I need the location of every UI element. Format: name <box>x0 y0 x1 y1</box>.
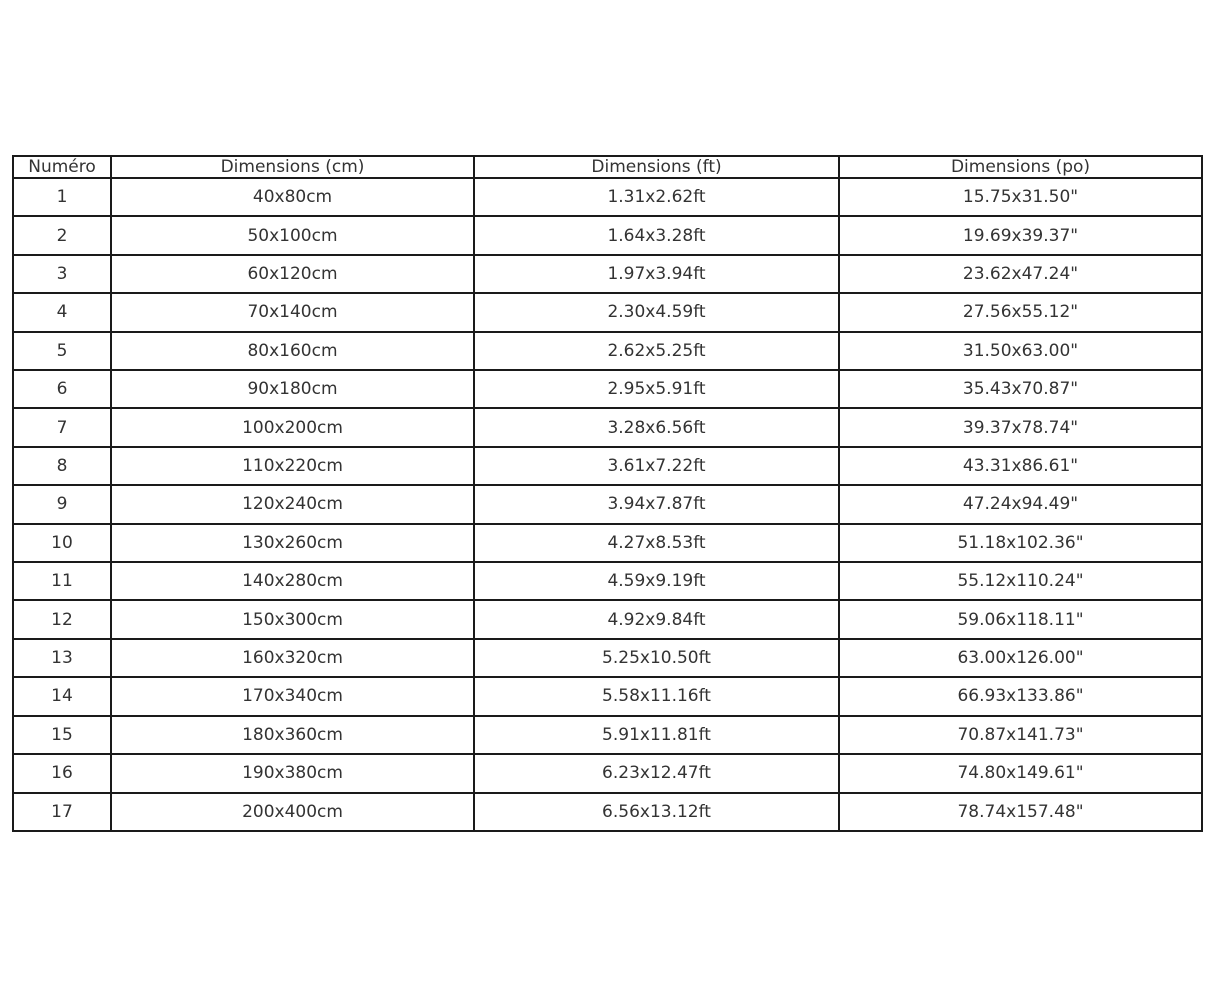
table-row <box>13 332 1202 370</box>
cell-numero: 7 <box>13 408 111 446</box>
cell-dimensions-cm: 70x140cm <box>111 293 474 331</box>
cell-numero: 15 <box>13 716 111 754</box>
cell-dimensions-po: 27.56x55.12" <box>839 293 1202 331</box>
table-row <box>13 562 1202 600</box>
table-row <box>13 293 1202 331</box>
table-row <box>13 524 1202 562</box>
size-conversion-table <box>12 155 1203 832</box>
cell-dimensions-cm: 150x300cm <box>111 600 474 638</box>
cell-dimensions-ft: 2.95x5.91ft <box>474 370 839 408</box>
cell-dimensions-po: 63.00x126.00" <box>839 639 1202 677</box>
cell-dimensions-ft: 3.61x7.22ft <box>474 447 839 485</box>
cell-dimensions-ft: 4.27x8.53ft <box>474 524 839 562</box>
cell-dimensions-cm: 190x380cm <box>111 754 474 792</box>
table-row <box>13 754 1202 792</box>
cell-dimensions-ft: 6.56x13.12ft <box>474 793 839 832</box>
cell-numero: 11 <box>13 562 111 600</box>
cell-dimensions-ft: 1.31x2.62ft <box>474 178 839 216</box>
cell-dimensions-cm: 130x260cm <box>111 524 474 562</box>
cell-dimensions-cm: 110x220cm <box>111 447 474 485</box>
cell-dimensions-po: 39.37x78.74" <box>839 408 1202 446</box>
cell-dimensions-ft: 4.59x9.19ft <box>474 562 839 600</box>
cell-dimensions-ft: 1.97x3.94ft <box>474 255 839 293</box>
cell-numero: 1 <box>13 178 111 216</box>
cell-numero: 14 <box>13 677 111 715</box>
cell-dimensions-ft: 4.92x9.84ft <box>474 600 839 638</box>
table-row <box>13 600 1202 638</box>
cell-dimensions-ft: 6.23x12.47ft <box>474 754 839 792</box>
cell-dimensions-cm: 180x360cm <box>111 716 474 754</box>
cell-numero: 6 <box>13 370 111 408</box>
cell-dimensions-po: 23.62x47.24" <box>839 255 1202 293</box>
cell-dimensions-po: 74.80x149.61" <box>839 754 1202 792</box>
column-header-dimensions-po: Dimensions (po) <box>839 156 1202 178</box>
table-row <box>13 793 1202 832</box>
column-header-numero: Numéro <box>13 156 111 178</box>
table-row <box>13 178 1202 216</box>
cell-dimensions-cm: 50x100cm <box>111 216 474 254</box>
cell-dimensions-ft: 5.25x10.50ft <box>474 639 839 677</box>
cell-dimensions-cm: 40x80cm <box>111 178 474 216</box>
cell-dimensions-po: 35.43x70.87" <box>839 370 1202 408</box>
cell-dimensions-ft: 2.62x5.25ft <box>474 332 839 370</box>
cell-dimensions-ft: 3.28x6.56ft <box>474 408 839 446</box>
cell-numero: 3 <box>13 255 111 293</box>
cell-dimensions-po: 55.12x110.24" <box>839 562 1202 600</box>
table-row <box>13 370 1202 408</box>
header-row <box>13 156 1202 178</box>
table-row <box>13 485 1202 523</box>
table-row <box>13 255 1202 293</box>
table-row <box>13 408 1202 446</box>
cell-numero: 8 <box>13 447 111 485</box>
table-row <box>13 716 1202 754</box>
cell-dimensions-po: 19.69x39.37" <box>839 216 1202 254</box>
cell-dimensions-cm: 80x160cm <box>111 332 474 370</box>
cell-numero: 4 <box>13 293 111 331</box>
cell-dimensions-po: 59.06x118.11" <box>839 600 1202 638</box>
cell-dimensions-cm: 120x240cm <box>111 485 474 523</box>
cell-dimensions-cm: 90x180cm <box>111 370 474 408</box>
cell-dimensions-ft: 2.30x4.59ft <box>474 293 839 331</box>
cell-dimensions-po: 43.31x86.61" <box>839 447 1202 485</box>
table-row <box>13 216 1202 254</box>
size-conversion-table-container <box>12 155 1203 832</box>
cell-numero: 10 <box>13 524 111 562</box>
cell-dimensions-cm: 60x120cm <box>111 255 474 293</box>
cell-dimensions-ft: 1.64x3.28ft <box>474 216 839 254</box>
cell-dimensions-po: 70.87x141.73" <box>839 716 1202 754</box>
table-row <box>13 447 1202 485</box>
cell-numero: 2 <box>13 216 111 254</box>
cell-dimensions-cm: 100x200cm <box>111 408 474 446</box>
cell-dimensions-cm: 170x340cm <box>111 677 474 715</box>
cell-dimensions-cm: 140x280cm <box>111 562 474 600</box>
cell-dimensions-ft: 3.94x7.87ft <box>474 485 839 523</box>
cell-dimensions-po: 66.93x133.86" <box>839 677 1202 715</box>
cell-numero: 9 <box>13 485 111 523</box>
cell-dimensions-cm: 200x400cm <box>111 793 474 832</box>
cell-numero: 5 <box>13 332 111 370</box>
cell-dimensions-cm: 160x320cm <box>111 639 474 677</box>
column-header-dimensions-ft: Dimensions (ft) <box>474 156 839 178</box>
cell-dimensions-po: 78.74x157.48" <box>839 793 1202 832</box>
cell-numero: 12 <box>13 600 111 638</box>
cell-dimensions-po: 15.75x31.50" <box>839 178 1202 216</box>
cell-dimensions-po: 31.50x63.00" <box>839 332 1202 370</box>
cell-dimensions-ft: 5.58x11.16ft <box>474 677 839 715</box>
cell-numero: 16 <box>13 754 111 792</box>
cell-dimensions-po: 51.18x102.36" <box>839 524 1202 562</box>
cell-numero: 13 <box>13 639 111 677</box>
cell-dimensions-ft: 5.91x11.81ft <box>474 716 839 754</box>
table-row <box>13 639 1202 677</box>
cell-numero: 17 <box>13 793 111 832</box>
column-header-dimensions-cm: Dimensions (cm) <box>111 156 474 178</box>
cell-dimensions-po: 47.24x94.49" <box>839 485 1202 523</box>
table-row <box>13 677 1202 715</box>
